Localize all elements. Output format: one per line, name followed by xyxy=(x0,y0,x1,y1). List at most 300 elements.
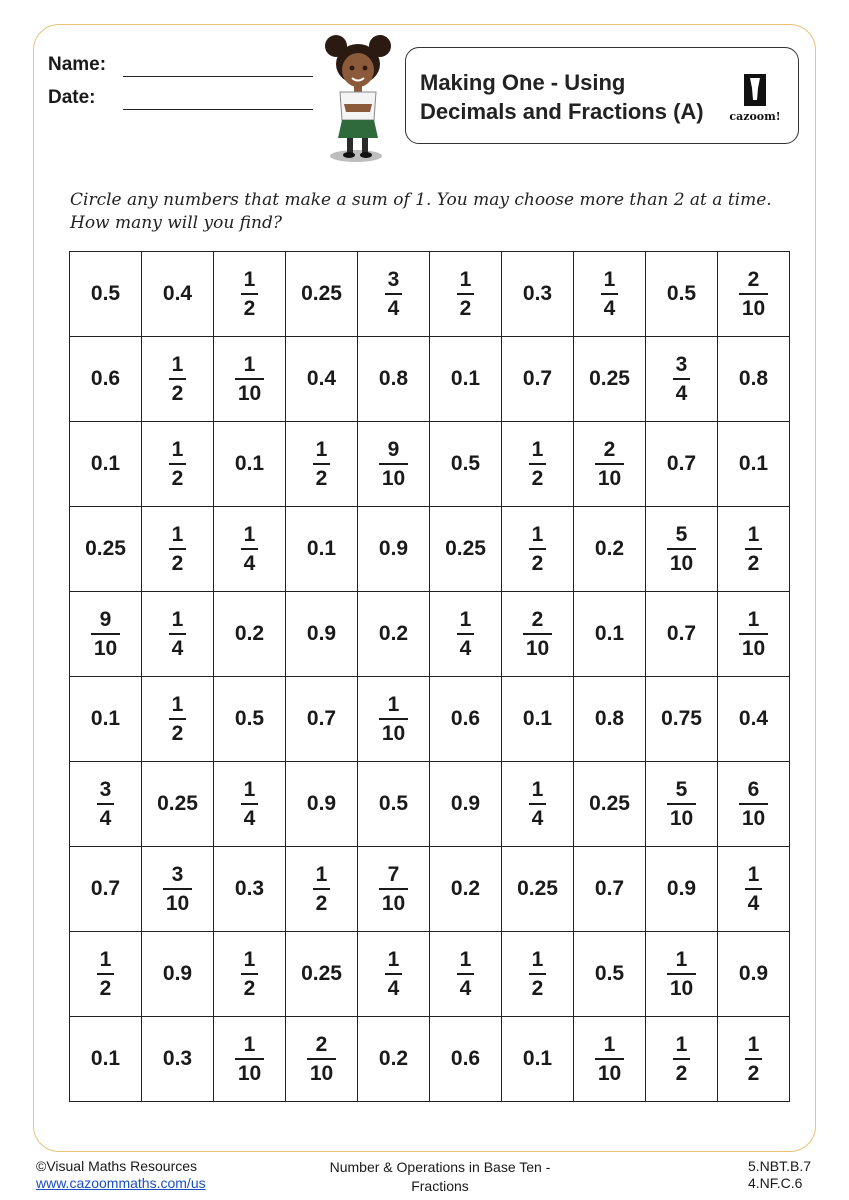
fraction-value xyxy=(169,353,187,405)
website-link[interactable]: www.cazoommaths.com/us xyxy=(36,1175,206,1191)
grid-cell[interactable] xyxy=(718,592,790,677)
topic-line-1: Number & Operations in Base Ten - xyxy=(329,1159,551,1175)
copyright-text: ©Visual Maths Resources xyxy=(36,1158,198,1174)
grid-row xyxy=(70,507,790,592)
grid-cell[interactable] xyxy=(358,592,430,677)
worksheet-title xyxy=(420,68,730,126)
grid-cell[interactable] xyxy=(214,847,286,932)
fraction-numerator: 2 xyxy=(523,608,552,635)
fraction-numerator: 3 xyxy=(97,778,115,805)
grid-row xyxy=(70,762,790,847)
fraction-denominator: 10 xyxy=(165,891,190,915)
grid-cell[interactable] xyxy=(574,762,646,847)
grid-cell[interactable] xyxy=(502,592,574,677)
grid-cell[interactable] xyxy=(646,507,718,592)
grid-cell[interactable] xyxy=(502,252,574,337)
grid-cell[interactable] xyxy=(502,677,574,762)
grid-cell[interactable] xyxy=(142,762,214,847)
grid-cell[interactable] xyxy=(646,847,718,932)
fraction-denominator: 4 xyxy=(387,296,400,320)
fraction-value xyxy=(457,948,475,1000)
grid-cell[interactable] xyxy=(70,337,142,422)
decimal-value: 0.7 xyxy=(594,877,625,900)
grid-cell[interactable] xyxy=(358,932,430,1017)
grid-cell[interactable] xyxy=(718,507,790,592)
fraction-value xyxy=(97,778,115,830)
decimal-value: 0.25 xyxy=(589,792,630,815)
grid-cell[interactable] xyxy=(286,507,358,592)
fraction-value xyxy=(241,778,259,830)
fraction-value xyxy=(595,1033,624,1085)
fraction-numerator: 1 xyxy=(241,523,259,550)
fraction-numerator: 1 xyxy=(385,948,403,975)
decimal-value: 0.4 xyxy=(162,282,193,305)
grid-cell[interactable] xyxy=(430,252,502,337)
decimal-value: 0.25 xyxy=(157,792,198,815)
grid-cell[interactable] xyxy=(358,1017,430,1102)
grid-cell[interactable] xyxy=(358,847,430,932)
decimal-value: 0.2 xyxy=(594,537,625,560)
fraction-denominator: 4 xyxy=(603,296,616,320)
title-box xyxy=(405,47,799,144)
fraction-value xyxy=(739,268,768,320)
fraction-numerator: 2 xyxy=(739,268,768,295)
grid-cell[interactable] xyxy=(286,847,358,932)
grid-cell[interactable] xyxy=(502,1017,574,1102)
fraction-value xyxy=(745,523,763,575)
grid-cell[interactable] xyxy=(430,677,502,762)
grid-cell[interactable] xyxy=(358,762,430,847)
fraction-value xyxy=(97,948,115,1000)
decimal-value: 0.25 xyxy=(85,537,126,560)
grid-cell[interactable] xyxy=(502,507,574,592)
grid-cell[interactable] xyxy=(142,422,214,507)
grid-cell[interactable] xyxy=(358,252,430,337)
decimal-value: 0.5 xyxy=(450,452,481,475)
decimal-value: 0.1 xyxy=(234,452,265,475)
grid-cell[interactable] xyxy=(70,762,142,847)
decimal-value: 0.25 xyxy=(517,877,558,900)
grid-cell[interactable] xyxy=(214,252,286,337)
grid-cell[interactable] xyxy=(430,932,502,1017)
decimal-value: 0.9 xyxy=(306,792,337,815)
fraction-numerator: 9 xyxy=(91,608,120,635)
grid-cell[interactable] xyxy=(70,507,142,592)
fraction-numerator: 2 xyxy=(595,438,624,465)
grid-cell[interactable] xyxy=(70,1017,142,1102)
fraction-value xyxy=(523,608,552,660)
grid-cell[interactable] xyxy=(214,592,286,677)
fraction-numerator: 9 xyxy=(379,438,408,465)
grid-cell[interactable] xyxy=(502,762,574,847)
fraction-numerator: 5 xyxy=(667,778,696,805)
fraction-value xyxy=(313,863,331,915)
fraction-denominator: 2 xyxy=(531,466,544,490)
fraction-denominator: 10 xyxy=(597,466,622,490)
fraction-denominator: 2 xyxy=(171,466,184,490)
fraction-denominator: 10 xyxy=(309,1061,334,1085)
fraction-value xyxy=(667,778,696,830)
fraction-numerator: 1 xyxy=(601,268,619,295)
fraction-value xyxy=(379,863,408,915)
grid-cell[interactable] xyxy=(574,337,646,422)
grid-cell[interactable] xyxy=(574,932,646,1017)
grid-cell[interactable] xyxy=(286,762,358,847)
decimal-value: 0.2 xyxy=(234,622,265,645)
decimal-value: 0.7 xyxy=(522,367,553,390)
decimal-value: 0.25 xyxy=(301,962,342,985)
fraction-numerator: 1 xyxy=(595,1033,624,1060)
grid-cell[interactable] xyxy=(214,677,286,762)
grid-cell[interactable] xyxy=(574,252,646,337)
grid-cell[interactable] xyxy=(718,847,790,932)
fraction-value xyxy=(169,438,187,490)
grid-row xyxy=(70,337,790,422)
fraction-denominator: 10 xyxy=(741,296,766,320)
grid-cell[interactable] xyxy=(142,847,214,932)
fraction-value xyxy=(739,778,768,830)
fraction-denominator: 10 xyxy=(237,1061,262,1085)
fraction-numerator: 1 xyxy=(169,438,187,465)
decimal-value: 0.3 xyxy=(234,877,265,900)
instructions xyxy=(70,189,790,235)
topic-line-2: Fractions xyxy=(411,1178,469,1194)
title-line-2: Decimals and Fractions (A) xyxy=(420,99,704,124)
decimal-value: 0.9 xyxy=(738,962,769,985)
decimal-value: 0.5 xyxy=(666,282,697,305)
fraction-value xyxy=(307,1033,336,1085)
fraction-value xyxy=(529,948,547,1000)
fraction-value xyxy=(745,863,763,915)
decimal-value: 0.6 xyxy=(450,707,481,730)
fraction-value xyxy=(601,268,619,320)
fraction-numerator: 1 xyxy=(529,778,547,805)
fraction-denominator: 4 xyxy=(531,806,544,830)
grid-cell[interactable] xyxy=(430,337,502,422)
grid-row xyxy=(70,847,790,932)
grid-cell[interactable] xyxy=(574,507,646,592)
fraction-value xyxy=(241,523,259,575)
fraction-value xyxy=(595,438,624,490)
fraction-denominator: 10 xyxy=(93,636,118,660)
fraction-value xyxy=(235,1033,264,1085)
date-label: Date: xyxy=(48,87,96,108)
fraction-numerator: 1 xyxy=(667,948,696,975)
instructions-line-1: Circle any numbers that make a sum of 1. You may choose more than 2 at a time. xyxy=(70,190,772,210)
fraction-value xyxy=(529,523,547,575)
grid-cell[interactable] xyxy=(358,422,430,507)
decimal-value: 0.1 xyxy=(306,537,337,560)
fraction-denominator: 2 xyxy=(531,551,544,575)
date-line[interactable] xyxy=(123,109,313,110)
decimal-value: 0.1 xyxy=(594,622,625,645)
decimal-value: 0.5 xyxy=(234,707,265,730)
fraction-numerator: 1 xyxy=(241,268,259,295)
grid-cell[interactable] xyxy=(646,252,718,337)
fraction-denominator: 2 xyxy=(747,1061,760,1085)
decimal-value: 0.25 xyxy=(301,282,342,305)
footer-topic xyxy=(300,1158,580,1196)
fraction-denominator: 2 xyxy=(243,296,256,320)
grid-cell[interactable] xyxy=(430,1017,502,1102)
grid-cell[interactable] xyxy=(574,677,646,762)
decimal-value: 0.9 xyxy=(378,537,409,560)
decimal-value: 0.3 xyxy=(162,1047,193,1070)
grid-cell[interactable] xyxy=(142,337,214,422)
fraction-value xyxy=(529,438,547,490)
fraction-numerator: 3 xyxy=(163,863,192,890)
grid-cell[interactable] xyxy=(286,677,358,762)
grid-cell[interactable] xyxy=(286,337,358,422)
fraction-numerator: 1 xyxy=(169,608,187,635)
grid-cell[interactable] xyxy=(142,1017,214,1102)
fraction-numerator: 1 xyxy=(169,693,187,720)
fraction-denominator: 10 xyxy=(741,806,766,830)
fraction-denominator: 2 xyxy=(459,296,472,320)
standard-code-1: 5.NBT.B.7 xyxy=(748,1158,812,1174)
fraction-numerator: 3 xyxy=(673,353,691,380)
fraction-numerator: 7 xyxy=(379,863,408,890)
grid-cell[interactable] xyxy=(70,252,142,337)
grid-cell[interactable] xyxy=(70,677,142,762)
grid-cell[interactable] xyxy=(646,932,718,1017)
fraction-denominator: 10 xyxy=(597,1061,622,1085)
fraction-numerator: 1 xyxy=(529,523,547,550)
fraction-denominator: 2 xyxy=(171,381,184,405)
fraction-value xyxy=(169,523,187,575)
grid-cell[interactable] xyxy=(502,422,574,507)
grid-cell[interactable] xyxy=(502,337,574,422)
grid-cell[interactable] xyxy=(70,592,142,677)
fraction-numerator: 1 xyxy=(313,863,331,890)
grid-cell[interactable] xyxy=(286,932,358,1017)
grid-cell[interactable] xyxy=(358,677,430,762)
fraction-value xyxy=(313,438,331,490)
grid-cell[interactable] xyxy=(286,252,358,337)
decimal-value: 0.7 xyxy=(90,877,121,900)
fraction-denominator: 2 xyxy=(171,551,184,575)
fraction-numerator: 1 xyxy=(745,863,763,890)
decimal-value: 0.25 xyxy=(445,537,486,560)
grid-cell[interactable] xyxy=(574,422,646,507)
grid-cell[interactable] xyxy=(214,337,286,422)
grid-cell[interactable] xyxy=(214,932,286,1017)
grid-cell[interactable] xyxy=(574,592,646,677)
fraction-numerator: 1 xyxy=(241,778,259,805)
fraction-denominator: 4 xyxy=(747,891,760,915)
grid-row xyxy=(70,1017,790,1102)
grid-cell[interactable] xyxy=(718,252,790,337)
decimal-value: 0.8 xyxy=(378,367,409,390)
fraction-numerator: 1 xyxy=(97,948,115,975)
grid-cell[interactable] xyxy=(502,847,574,932)
fraction-value xyxy=(667,523,696,575)
decimal-value: 0.7 xyxy=(666,452,697,475)
footer-left xyxy=(36,1158,206,1192)
decimal-value: 0.8 xyxy=(594,707,625,730)
grid-cell[interactable] xyxy=(430,592,502,677)
grid-cell[interactable] xyxy=(70,422,142,507)
grid-cell[interactable] xyxy=(142,252,214,337)
grid-cell[interactable] xyxy=(142,592,214,677)
grid-cell[interactable] xyxy=(430,422,502,507)
grid-cell[interactable] xyxy=(70,847,142,932)
decimal-value: 0.5 xyxy=(90,282,121,305)
fraction-numerator: 1 xyxy=(673,1033,691,1060)
grid-row xyxy=(70,592,790,677)
fraction-denominator: 10 xyxy=(669,976,694,1000)
fraction-denominator: 10 xyxy=(381,466,406,490)
grid-cell[interactable] xyxy=(646,592,718,677)
grid-cell[interactable] xyxy=(574,1017,646,1102)
logo-text: cazoom! xyxy=(729,110,781,123)
decimal-value: 0.1 xyxy=(450,367,481,390)
decimal-value: 0.2 xyxy=(450,877,481,900)
fraction-value xyxy=(745,1033,763,1085)
decimal-value: 0.75 xyxy=(661,707,702,730)
fraction-value xyxy=(457,608,475,660)
grid-cell[interactable] xyxy=(646,762,718,847)
grid-cell[interactable] xyxy=(214,422,286,507)
grid-cell[interactable] xyxy=(718,1017,790,1102)
grid-cell[interactable] xyxy=(286,1017,358,1102)
fraction-numerator: 1 xyxy=(241,948,259,975)
decimal-value: 0.1 xyxy=(522,707,553,730)
fraction-denominator: 4 xyxy=(675,381,688,405)
fraction-denominator: 10 xyxy=(237,381,262,405)
decimal-value: 0.1 xyxy=(522,1047,553,1070)
fraction-denominator: 2 xyxy=(675,1061,688,1085)
grid-cell[interactable] xyxy=(286,422,358,507)
grid-cell[interactable] xyxy=(358,337,430,422)
fraction-denominator: 10 xyxy=(525,636,550,660)
fraction-denominator: 2 xyxy=(531,976,544,1000)
decimal-value: 0.9 xyxy=(666,877,697,900)
fraction-numerator: 1 xyxy=(457,608,475,635)
fraction-denominator: 4 xyxy=(99,806,112,830)
fraction-denominator: 10 xyxy=(381,721,406,745)
fraction-denominator: 4 xyxy=(387,976,400,1000)
fraction-numerator: 1 xyxy=(529,948,547,975)
grid-cell[interactable] xyxy=(502,932,574,1017)
fraction-numerator: 6 xyxy=(739,778,768,805)
fraction-denominator: 10 xyxy=(669,551,694,575)
fraction-numerator: 5 xyxy=(667,523,696,550)
name-field xyxy=(48,54,106,76)
decimal-value: 0.25 xyxy=(589,367,630,390)
grid-cell[interactable] xyxy=(718,422,790,507)
grid-cell[interactable] xyxy=(646,1017,718,1102)
fraction-value xyxy=(91,608,120,660)
grid-cell[interactable] xyxy=(646,677,718,762)
standard-code-2: 4.NF.C.6 xyxy=(748,1175,803,1191)
grid-cell[interactable] xyxy=(718,677,790,762)
fraction-denominator: 4 xyxy=(243,551,256,575)
fraction-numerator: 1 xyxy=(235,353,264,380)
number-grid xyxy=(69,251,790,1102)
decimal-value: 0.5 xyxy=(378,792,409,815)
fraction-value xyxy=(385,268,403,320)
fraction-value xyxy=(739,608,768,660)
decimal-value: 0.2 xyxy=(378,622,409,645)
fraction-numerator: 1 xyxy=(379,693,408,720)
decimal-value: 0.3 xyxy=(522,282,553,305)
grid-cell[interactable] xyxy=(718,762,790,847)
grid-cell[interactable] xyxy=(142,677,214,762)
instructions-line-2: How many will you find? xyxy=(70,213,282,233)
fraction-value xyxy=(457,268,475,320)
decimal-value: 0.7 xyxy=(306,707,337,730)
grid-cell[interactable] xyxy=(430,762,502,847)
fraction-denominator: 2 xyxy=(747,551,760,575)
fraction-denominator: 10 xyxy=(741,636,766,660)
grid-cell[interactable] xyxy=(430,507,502,592)
grid-cell[interactable] xyxy=(142,932,214,1017)
fraction-denominator: 4 xyxy=(459,636,472,660)
fraction-denominator: 2 xyxy=(315,466,328,490)
fraction-numerator: 1 xyxy=(745,1033,763,1060)
date-field xyxy=(48,87,96,109)
grid-cell[interactable] xyxy=(214,762,286,847)
name-line[interactable] xyxy=(123,76,313,77)
grid-cell[interactable] xyxy=(286,592,358,677)
fraction-numerator: 3 xyxy=(385,268,403,295)
fraction-numerator: 2 xyxy=(307,1033,336,1060)
fraction-denominator: 10 xyxy=(381,891,406,915)
grid-cell[interactable] xyxy=(646,422,718,507)
grid-cell[interactable] xyxy=(646,337,718,422)
grid-cell[interactable] xyxy=(214,1017,286,1102)
fraction-denominator: 2 xyxy=(243,976,256,1000)
fraction-numerator: 1 xyxy=(529,438,547,465)
fraction-numerator: 1 xyxy=(739,608,768,635)
grid-cell[interactable] xyxy=(718,337,790,422)
fraction-numerator: 1 xyxy=(235,1033,264,1060)
fraction-value xyxy=(667,948,696,1000)
grid-cell[interactable] xyxy=(574,847,646,932)
decimal-value: 0.7 xyxy=(666,622,697,645)
footer-standards xyxy=(748,1158,811,1192)
grid-cell[interactable] xyxy=(430,847,502,932)
fraction-denominator: 2 xyxy=(315,891,328,915)
fraction-denominator: 2 xyxy=(99,976,112,1000)
decimal-value: 0.8 xyxy=(738,367,769,390)
grid-cell[interactable] xyxy=(70,932,142,1017)
fraction-value xyxy=(241,948,259,1000)
grid-cell[interactable] xyxy=(214,507,286,592)
fraction-denominator: 2 xyxy=(171,721,184,745)
fraction-numerator: 1 xyxy=(169,523,187,550)
fraction-denominator: 4 xyxy=(459,976,472,1000)
decimal-value: 0.9 xyxy=(162,962,193,985)
grid-cell[interactable] xyxy=(718,932,790,1017)
fraction-numerator: 1 xyxy=(457,268,475,295)
name-label: Name: xyxy=(48,54,107,75)
grid-cell[interactable] xyxy=(142,507,214,592)
decimal-value: 0.6 xyxy=(90,367,121,390)
grid-cell[interactable] xyxy=(358,507,430,592)
fraction-value xyxy=(235,353,264,405)
fraction-denominator: 4 xyxy=(243,806,256,830)
decimal-value: 0.4 xyxy=(306,367,337,390)
fraction-denominator: 4 xyxy=(171,636,184,660)
fraction-value xyxy=(169,608,187,660)
fraction-value xyxy=(163,863,192,915)
grid-row xyxy=(70,932,790,1017)
decimal-value: 0.9 xyxy=(450,792,481,815)
decimal-value: 0.1 xyxy=(90,1047,121,1070)
fraction-value xyxy=(379,438,408,490)
